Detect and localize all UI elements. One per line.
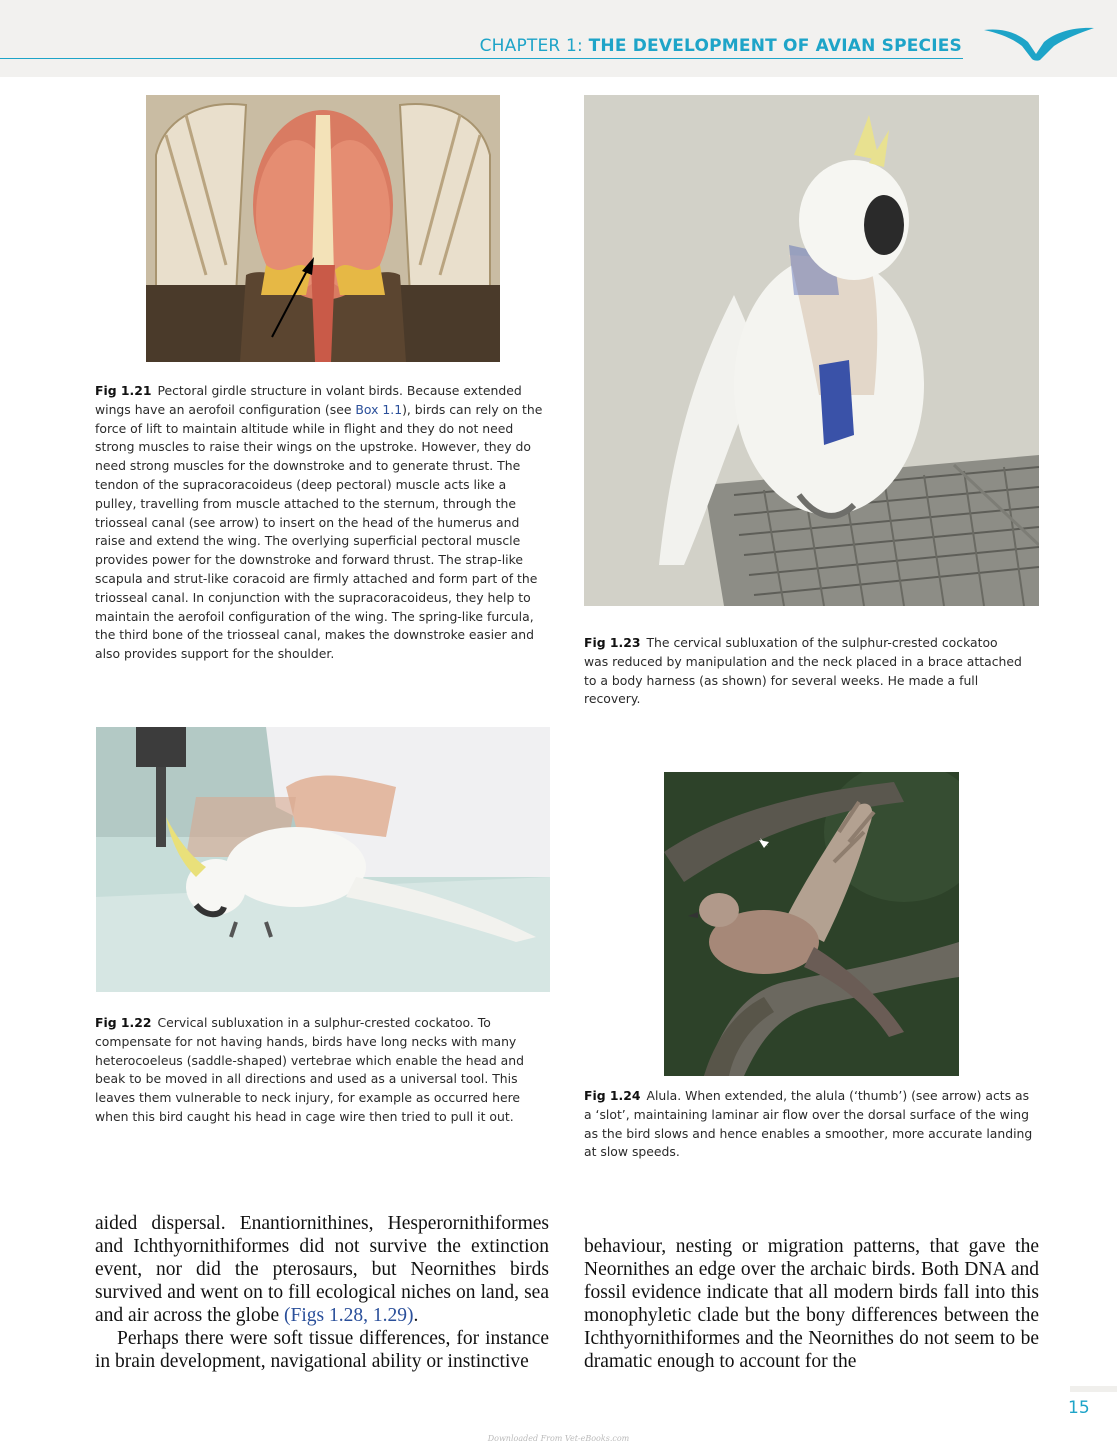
figure-1-21-caption xyxy=(95,382,549,664)
figure-1-23-caption xyxy=(584,634,1024,709)
chapter-heading xyxy=(480,36,962,56)
box-1-1-link[interactable]: Box 1.1 xyxy=(355,401,403,417)
page-number: 15 xyxy=(1068,1398,1090,1418)
page-tab xyxy=(1070,1386,1117,1392)
body-paragraph: behaviour, nesting or migration patterns, that gave the Neornithes an edge over the archaic birds. Both DNA and fossil evidence indicate that all modern birds fall into this monophyletic clade but the bony differences between the Ichthyornithiformes and the Neornithes do not seem to be dramatic enough to account for the xyxy=(584,1236,1039,1372)
chapter-prefix: CHAPTER 1: xyxy=(479,36,589,56)
body-column-right xyxy=(584,1235,1039,1373)
download-watermark: Downloaded From Vet-eBooks.com xyxy=(487,1434,630,1443)
header-rule xyxy=(0,58,963,59)
figure-1-21-caption-text-end: ), birds can rely on the force of lift to maintain altitude while in flight and they do not need strong muscles to raise their wings on the upstroke. However, they do need strong muscles for the downstroke and to generate thrust. The tendon of the supracoracoideus (deep pectoral) muscle acts like a pulley, travelling from muscle attached to the sternum, through the triosseal canal (see arrow) to insert on the head of the humerus and raise and extend the wing. The overlying superficial pectoral muscle provides power for the downstroke and forward thrust. The strap-like scapula and strut-like coracoid are firmly attached and form part of the triosseal canal. In conjunction with the supracoracoideus, they help to maintain the aerofoil configuration of the wing. The spring-like furcula, the third bone of the triosseal canal, makes the downstroke easier and also provides support for the shoulder. xyxy=(95,401,543,662)
figure-1-22-label: Fig 1.22 xyxy=(95,1015,152,1030)
body-paragraph xyxy=(95,1212,549,1327)
figure-1-22-caption-text: Cervical subluxation in a sulphur-crested cockatoo. To compensate for not having hands, birds have long necks with many heterocoeleus (saddle-shaped) vertebrae which enable the head and beak to be moved in all directions and used as a universal tool. This leaves them vulnerable to neck injury, for example as occurred here when this bird caught his head in cage wire then tried to pull it out. xyxy=(95,1015,524,1124)
body-text: aided dispersal. Enantiornithines, Hesperornithiformes and Ichthyornithiformes did not survive the extinction event, nor did the pterosaurs, but Neornithes birds survived and went on to fill ecological niches on land, sea and air across the globe xyxy=(95,1213,549,1326)
figure-1-23-label: Fig 1.23 xyxy=(584,635,641,650)
figure-1-22-photo xyxy=(96,727,550,992)
figure-1-21-label: Fig 1.21 xyxy=(95,383,152,398)
figure-1-24-photo xyxy=(664,772,959,1076)
figs-1-28-1-29-link[interactable]: (Figs 1.28, 1.29) xyxy=(283,1305,414,1326)
chapter-title: THE DEVELOPMENT OF AVIAN SPECIES xyxy=(588,36,962,56)
figure-1-21-photo xyxy=(146,95,500,362)
body-text: . xyxy=(413,1305,419,1326)
bird-silhouette-icon xyxy=(984,24,1096,67)
body-column-left xyxy=(95,1212,549,1373)
figure-1-23-photo xyxy=(584,95,1039,606)
figure-1-24-caption-text: Alula. When extended, the alula (‘thumb’) (see arrow) acts as a ‘slot’, maintaining laminar air flow over the dorsal surface of the wing as the bird slows and hence enables a smoother, more accurate landing at slow speeds. xyxy=(584,1088,1033,1160)
figure-1-22-caption xyxy=(95,1014,545,1127)
body-paragraph: Perhaps there were soft tissue differences, for instance in brain development, navigational ability or instinctive xyxy=(95,1328,549,1372)
figure-1-24-caption xyxy=(584,1087,1034,1162)
figure-1-24-label: Fig 1.24 xyxy=(584,1088,641,1103)
figure-1-23-caption-text: The cervical subluxation of the sulphur-crested cockatoo was reduced by manipulation and the neck placed in a brace attached to a body harness (as shown) for several weeks. He made a full recovery. xyxy=(584,635,1022,707)
figure-1-21-caption-text: Pectoral girdle structure in volant birds. Because extended wings have an aerofoil configuration (see xyxy=(95,383,522,417)
